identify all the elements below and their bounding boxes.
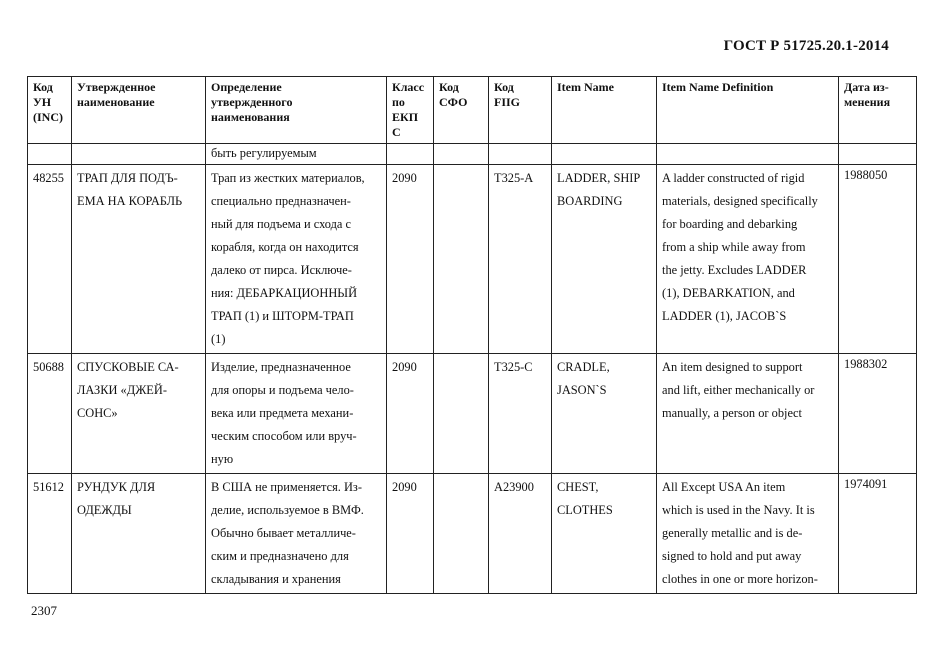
cell-line: which is used in the Navy. It is <box>662 503 815 517</box>
table-row <box>28 354 917 474</box>
cell-item-name <box>552 354 657 474</box>
column-header-definition <box>206 77 387 144</box>
cell-line: С <box>392 125 401 139</box>
cell-line: менения <box>844 95 891 109</box>
cell-class: 2090 <box>387 165 434 354</box>
cell-line: A ladder constructed of rigid <box>662 171 805 185</box>
cell-line: ТРАП ДЛЯ ПОДЪ- <box>77 171 178 185</box>
cell-change-date: 1988302 <box>839 354 917 474</box>
cell-line: для опоры и подъема чело- <box>211 383 354 397</box>
cell-line: века или предмета механи- <box>211 406 354 420</box>
cell-line: Изделие, предназначенное <box>211 360 351 374</box>
cell-fiig: A23900 <box>489 474 552 594</box>
cell-inc-code: 50688 <box>28 354 72 474</box>
cell-line: ОДЕЖДЫ <box>77 503 132 517</box>
cell-item-name <box>552 165 657 354</box>
cell-line: УН <box>33 95 52 109</box>
cell-line: Item Name <box>557 80 614 94</box>
table-header-row <box>28 77 917 144</box>
column-header-class <box>387 77 434 144</box>
cell-change-date: 1988050 <box>839 165 917 354</box>
cell-line: наименование <box>77 95 155 109</box>
cell-fiig: T325-C <box>489 354 552 474</box>
cell-approved-name <box>72 354 206 474</box>
cell-line: Трап из жестких материалов, <box>211 171 365 185</box>
cell-definition <box>206 165 387 354</box>
table-row <box>28 474 917 594</box>
cell-line: наименования <box>211 110 290 124</box>
cell-line: (1), DEBARKATION, and <box>662 286 795 300</box>
cell-line: materials, designed specifically <box>662 194 818 208</box>
cell-line: Утвержденное <box>77 80 156 94</box>
cell-line: ную <box>211 452 234 466</box>
cell-line: the jetty. Excludes LADDER <box>662 263 807 277</box>
cell-class: 2090 <box>387 354 434 474</box>
cell-line: ния: ДЕБАРКАЦИОННЫЙ <box>211 286 358 300</box>
column-header-change-date <box>839 77 917 144</box>
cell-line: ским и предназначено для <box>211 549 349 563</box>
cell-line: Код <box>33 80 53 94</box>
cell-line: LADDER (1), JACOB`S <box>662 309 787 323</box>
cell-line: from a ship while away from <box>662 240 806 254</box>
cell-inc-code: 48255 <box>28 165 72 354</box>
cell-line: BOARDING <box>557 194 623 208</box>
cell-line: for boarding and debarking <box>662 217 798 231</box>
cell-line: СФО <box>439 95 468 109</box>
cell-line: FIIG <box>494 95 521 109</box>
cell-line: складывания и хранения <box>211 572 341 586</box>
cell-line: Код <box>494 80 514 94</box>
cell-class: 2090 <box>387 474 434 594</box>
column-header-item-name-definition <box>657 77 839 144</box>
catalog-table <box>27 76 917 594</box>
cell-line: ЛАЗКИ «ДЖЕЙ- <box>77 383 167 397</box>
cell-item-definition <box>657 474 839 594</box>
cell-line: All Except USA An item <box>662 480 786 494</box>
cell-line: CLOTHES <box>557 503 613 517</box>
cell-fiig: T325-A <box>489 165 552 354</box>
cell-item-definition <box>657 165 839 354</box>
column-header-approved-name <box>72 77 206 144</box>
cell-line: and lift, either mechanically or <box>662 383 815 397</box>
cell-item-definition <box>657 354 839 474</box>
cell-line: делие, используемое в ВМФ. <box>211 503 364 517</box>
cell-definition <box>206 354 387 474</box>
cell-line: generally metallic and is de- <box>662 526 803 540</box>
cell-line: специально предназначен- <box>211 194 351 208</box>
column-header-inc <box>28 77 72 144</box>
cell-line: clothes in one or more horizon- <box>662 572 818 586</box>
cell-line: An item designed to support <box>662 360 803 374</box>
continuation-definition: быть регулируемым <box>206 144 387 165</box>
cell-sfo <box>434 165 489 354</box>
cell-line: Item Name Definition <box>662 80 774 94</box>
cell-line: СОНС» <box>77 406 118 420</box>
cell-definition <box>206 474 387 594</box>
cell-line: Определение <box>211 80 282 94</box>
cell-line: ЕМА НА КОРАБЛЬ <box>77 194 183 208</box>
document-header: ГОСТ Р 51725.20.1-2014 <box>723 38 889 54</box>
cell-sfo <box>434 354 489 474</box>
cell-line: ТРАП (1) и ШТОРМ-ТРАП <box>211 309 354 323</box>
column-header-item-name <box>552 77 657 144</box>
cell-line: (INC) <box>33 110 63 124</box>
cell-line: Обычно бывает металличе- <box>211 526 356 540</box>
column-header-sfo <box>434 77 489 144</box>
cell-change-date: 1974091 <box>839 474 917 594</box>
cell-line: ЕКП <box>392 110 419 124</box>
cell-approved-name <box>72 165 206 354</box>
cell-line: signed to hold and put away <box>662 549 802 563</box>
cell-line: РУНДУК ДЛЯ <box>77 480 156 494</box>
cell-item-name <box>552 474 657 594</box>
cell-sfo <box>434 474 489 594</box>
cell-line: утвержденного <box>211 95 293 109</box>
cell-line: СПУСКОВЫЕ СА- <box>77 360 179 374</box>
cell-line: (1) <box>211 332 226 346</box>
cell-line: CHEST, <box>557 480 599 494</box>
cell-line: Дата из- <box>844 80 889 94</box>
cell-line: по <box>392 95 405 109</box>
page-number: 2307 <box>31 603 57 618</box>
cell-line: ческим способом или вруч- <box>211 429 357 443</box>
column-header-fiig <box>489 77 552 144</box>
cell-line: далеко от пирса. Исключе- <box>211 263 352 277</box>
table-row <box>28 165 917 354</box>
cell-line: корабля, когда он находится <box>211 240 359 254</box>
cell-inc-code: 51612 <box>28 474 72 594</box>
cell-line: LADDER, SHIP <box>557 171 641 185</box>
cell-line: Код <box>439 80 459 94</box>
cell-line: JASON`S <box>557 383 607 397</box>
cell-line: Класс <box>392 80 425 94</box>
cell-approved-name <box>72 474 206 594</box>
cell-line: В США не применяется. Из- <box>211 480 362 494</box>
cell-line: manually, a person or object <box>662 406 802 420</box>
cell-line: CRADLE, <box>557 360 610 374</box>
continuation-row <box>28 144 917 165</box>
cell-line: ный для подъема и схода с <box>211 217 352 231</box>
